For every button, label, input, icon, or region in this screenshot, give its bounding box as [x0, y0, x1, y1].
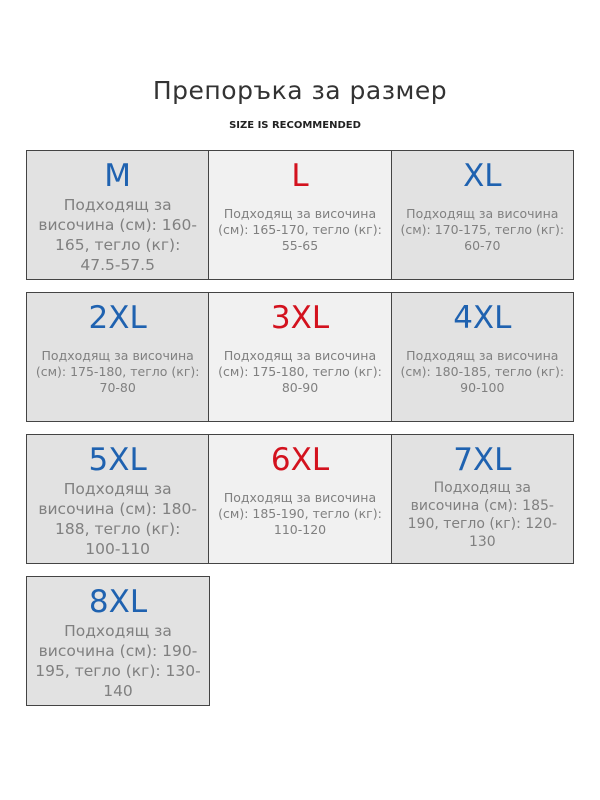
size-card-7xl [392, 435, 573, 563]
size-label: XL [463, 158, 502, 194]
size-card-6xl [209, 435, 391, 563]
size-description: Подходящ за височина (см): 175-180, тегло (кг): 70-80 [35, 348, 200, 395]
size-row [26, 434, 574, 564]
size-row [26, 150, 574, 280]
page-subtitle: SIZE IS RECOMMENDED [229, 120, 361, 131]
size-row [26, 292, 574, 422]
size-card-8xl [27, 577, 209, 705]
size-description: Подходящ за височина (см): 165-170, тегло (кг): 55-65 [218, 206, 382, 253]
size-row [26, 576, 210, 706]
size-description: Подходящ за височина (см): 180-185, тегло (кг): 90-100 [400, 348, 565, 395]
size-label: M [104, 158, 132, 194]
size-description: Подходящ за височина (см): 160-165, тегло (кг): 47.5-57.5 [38, 196, 197, 274]
size-card-l [209, 151, 391, 279]
size-description: Подходящ за височина (см): 185-190, тегло (кг): 120-130 [407, 480, 558, 550]
size-card-2xl [27, 293, 209, 421]
size-label: 8XL [88, 584, 148, 620]
size-card-m [27, 151, 209, 279]
size-label: 4XL [453, 300, 512, 336]
size-description: Подходящ за височина (см): 180-188, тегло (кг): 100-110 [38, 480, 197, 558]
size-label: 5XL [88, 442, 147, 478]
size-description: Подходящ за височина (см): 185-190, тегло (кг): 110-120 [218, 490, 382, 537]
size-label: 3XL [270, 300, 330, 336]
size-label: 6XL [270, 442, 330, 478]
size-label: 2XL [88, 300, 147, 336]
size-label: L [291, 158, 309, 194]
size-label: 7XL [453, 442, 512, 478]
size-description: Подходящ за височина (см): 170-175, тегло (кг): 60-70 [400, 206, 565, 253]
page-title: Препоръка за размер [152, 76, 448, 105]
size-card-xl [392, 151, 573, 279]
size-card-4xl [392, 293, 573, 421]
size-card-5xl [27, 435, 209, 563]
size-description: Подходящ за височина (см): 190-195, тегло (кг): 130-140 [35, 622, 201, 700]
size-card-3xl [209, 293, 391, 421]
size-description: Подходящ за височина (см): 175-180, тегло (кг): 80-90 [218, 348, 382, 395]
